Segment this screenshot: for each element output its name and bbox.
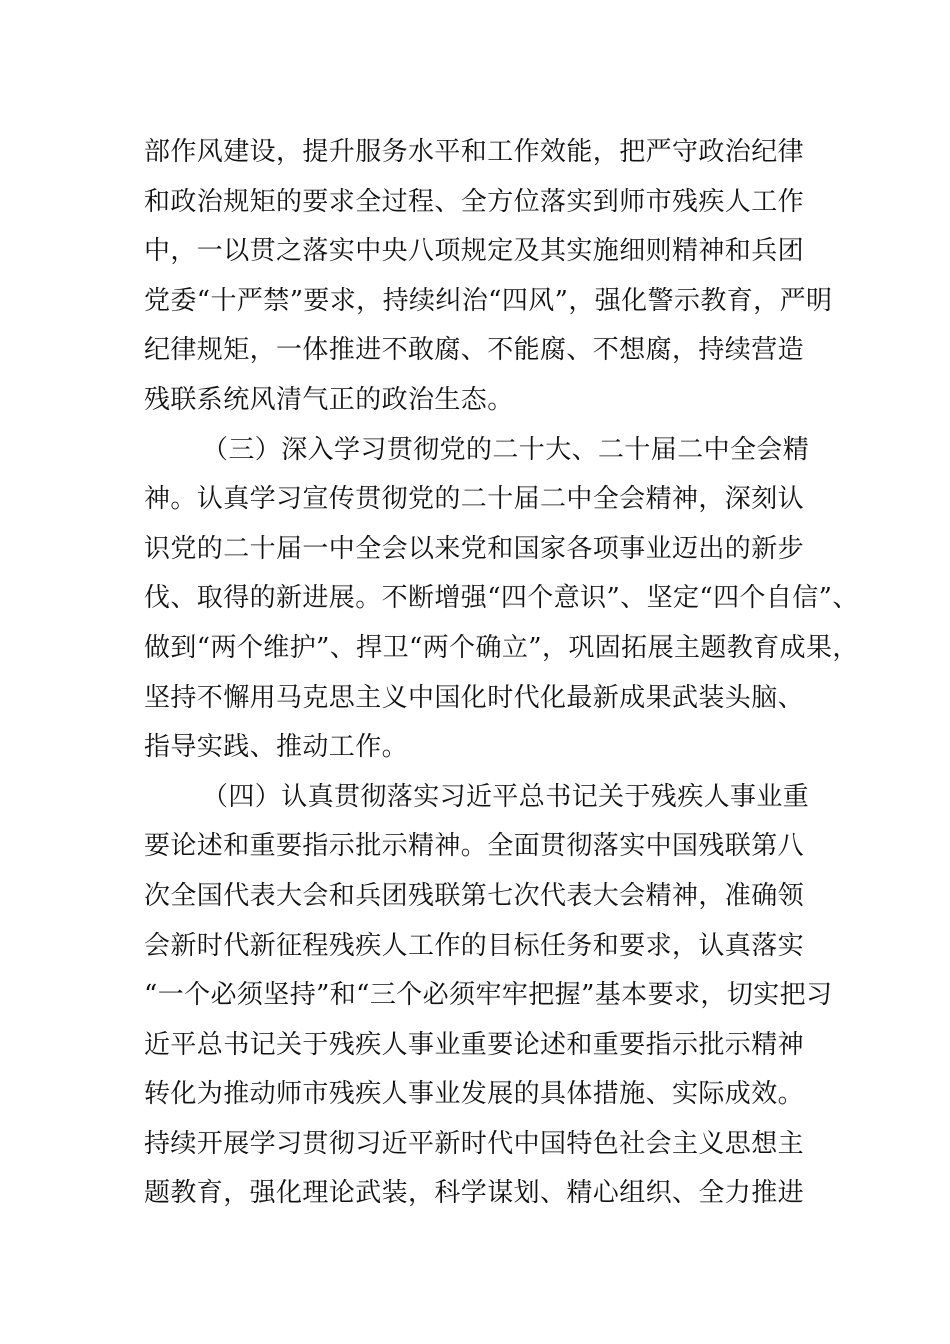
text-line: 神。认真学习宣传贯彻党的二十届二中全会精神，深刻认 xyxy=(144,484,805,515)
text-line: 伐、取得的新进展。不断增强“四个意识”、坚定“四个自信”、 xyxy=(144,583,859,614)
text-line: 题教育，强化理论武装，科学谋划、精心组织、全力推进 xyxy=(144,1178,805,1209)
text-line: 坚持不懈用马克思主义中国化时代化最新成果武装头脑、 xyxy=(144,682,805,713)
section-heading-3: （三）深入学习贯彻党的二十大、二十届二中全会精 xyxy=(202,434,810,465)
text-line: 党委“十严禁”要求，持续纠治“四风”，强化警示教育，严明 xyxy=(144,285,833,316)
text-line: 和政治规矩的要求全过程、全方位落实到师市残疾人工作 xyxy=(144,186,805,217)
text-line: 中，一以贯之落实中央八项规定及其实施细则精神和兵团 xyxy=(144,236,805,267)
text-line: 纪律规矩，一体推进不敢腐、不能腐、不想腐，持续营造 xyxy=(144,335,805,366)
text-line: 次全国代表大会和兵团残联第七次代表大会精神，准确领 xyxy=(144,880,805,911)
text-line: 做到“两个维护”、捍卫“两个确立”，巩固拓展主题教育成果， xyxy=(144,632,859,663)
text-line: 会新时代新征程残疾人工作的目标任务和要求，认真落实 xyxy=(144,930,805,961)
text-line: 持续开展学习贯彻习近平新时代中国特色社会主义思想主 xyxy=(144,1128,805,1159)
text-line: “一个必须坚持”和“三个必须牢牢把握”基本要求，切实把习 xyxy=(144,980,833,1011)
text-line: 识党的二十届一中全会以来党和国家各项事业迈出的新步 xyxy=(144,533,805,564)
text-line: 指导实践、推动工作。 xyxy=(144,732,409,763)
text-line: 残联系统风清气正的政治生态。 xyxy=(144,384,514,415)
text-line: 近平总书记关于残疾人事业重要论述和重要指示批示精神 xyxy=(144,1029,805,1060)
body-text xyxy=(144,128,859,1219)
text-line: 转化为推动师市残疾人事业发展的具体措施、实际成效。 xyxy=(144,1079,805,1110)
text-line: 要论述和重要指示批示精神。全面贯彻落实中国残联第八 xyxy=(144,831,805,862)
text-line: 部作风建设，提升服务水平和工作效能，把严守政治纪律 xyxy=(144,137,805,167)
section-heading-4: （四）认真贯彻落实习近平总书记关于残疾人事业重 xyxy=(202,781,810,812)
